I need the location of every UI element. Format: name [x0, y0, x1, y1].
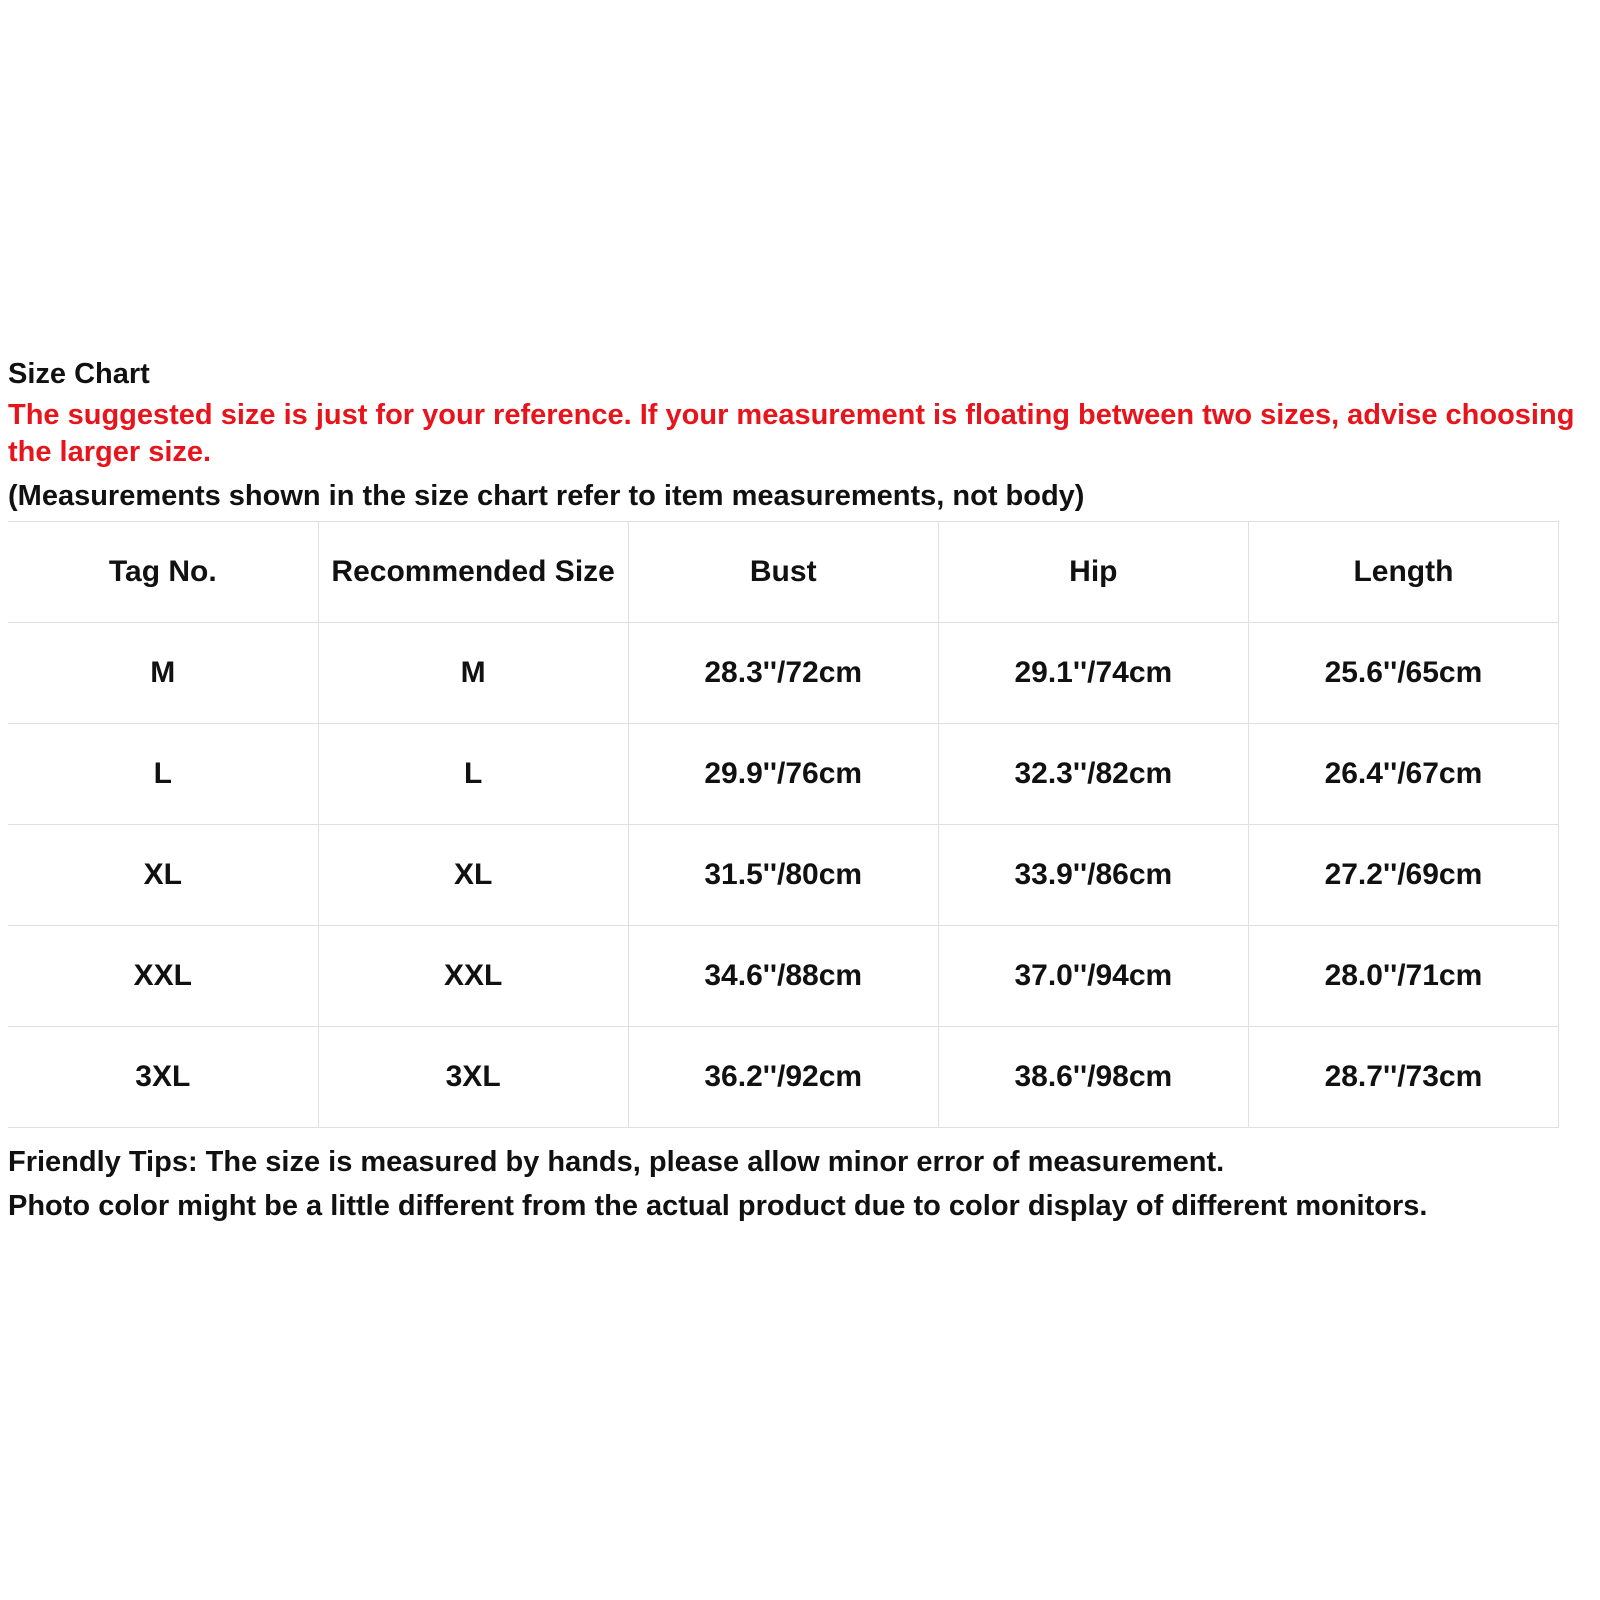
- cell-hip: 38.6''/98cm: [938, 1027, 1248, 1128]
- cell-length: 27.2''/69cm: [1248, 825, 1558, 926]
- size-chart-document: [8, 355, 1588, 1228]
- header-bust: Bust: [628, 522, 938, 623]
- tip-photo-color: Photo color might be a little different from the actual product due to color display of different monitors.: [8, 1190, 1428, 1222]
- table-row: [8, 724, 1559, 825]
- table-row: [8, 825, 1559, 926]
- page-title: Size Chart: [8, 358, 150, 390]
- tip-measurement: Friendly Tips: The size is measured by hands, please allow minor error of measurement.: [8, 1146, 1225, 1178]
- table-row: [8, 926, 1559, 1027]
- table-row: [8, 623, 1559, 724]
- cell-recommended-size: 3XL: [318, 1027, 628, 1128]
- size-table: [8, 521, 1559, 1128]
- header-length: Length: [1248, 522, 1558, 623]
- cell-recommended-size: L: [318, 724, 628, 825]
- cell-tag-no: L: [8, 724, 318, 825]
- cell-bust: 36.2''/92cm: [628, 1027, 938, 1128]
- cell-length: 28.0''/71cm: [1248, 926, 1558, 1027]
- table-header-row: [8, 522, 1559, 623]
- cell-hip: 37.0''/94cm: [938, 926, 1248, 1027]
- header-tag-no: Tag No.: [8, 522, 318, 623]
- cell-tag-no: M: [8, 623, 318, 724]
- cell-length: 26.4''/67cm: [1248, 724, 1558, 825]
- cell-hip: 33.9''/86cm: [938, 825, 1248, 926]
- cell-bust: 34.6''/88cm: [628, 926, 938, 1027]
- cell-hip: 29.1''/74cm: [938, 623, 1248, 724]
- cell-tag-no: 3XL: [8, 1027, 318, 1128]
- cell-bust: 31.5''/80cm: [628, 825, 938, 926]
- cell-bust: 29.9''/76cm: [628, 724, 938, 825]
- header-recommended-size: Recommended Size: [318, 522, 628, 623]
- cell-recommended-size: XXL: [318, 926, 628, 1027]
- cell-tag-no: XXL: [8, 926, 318, 1027]
- cell-bust: 28.3''/72cm: [628, 623, 938, 724]
- cell-recommended-size: M: [318, 623, 628, 724]
- size-notice: The suggested size is just for your reference. If your measurement is floating between two sizes, advise choosing the larger size.: [8, 399, 1575, 468]
- cell-hip: 32.3''/82cm: [938, 724, 1248, 825]
- table-row: [8, 1027, 1559, 1128]
- friendly-tips: [8, 1140, 1588, 1228]
- header-hip: Hip: [938, 522, 1248, 623]
- measurement-note: (Measurements shown in the size chart refer to item measurements, not body): [8, 480, 1085, 512]
- cell-length: 28.7''/73cm: [1248, 1027, 1558, 1128]
- cell-tag-no: XL: [8, 825, 318, 926]
- cell-length: 25.6''/65cm: [1248, 623, 1558, 724]
- cell-recommended-size: XL: [318, 825, 628, 926]
